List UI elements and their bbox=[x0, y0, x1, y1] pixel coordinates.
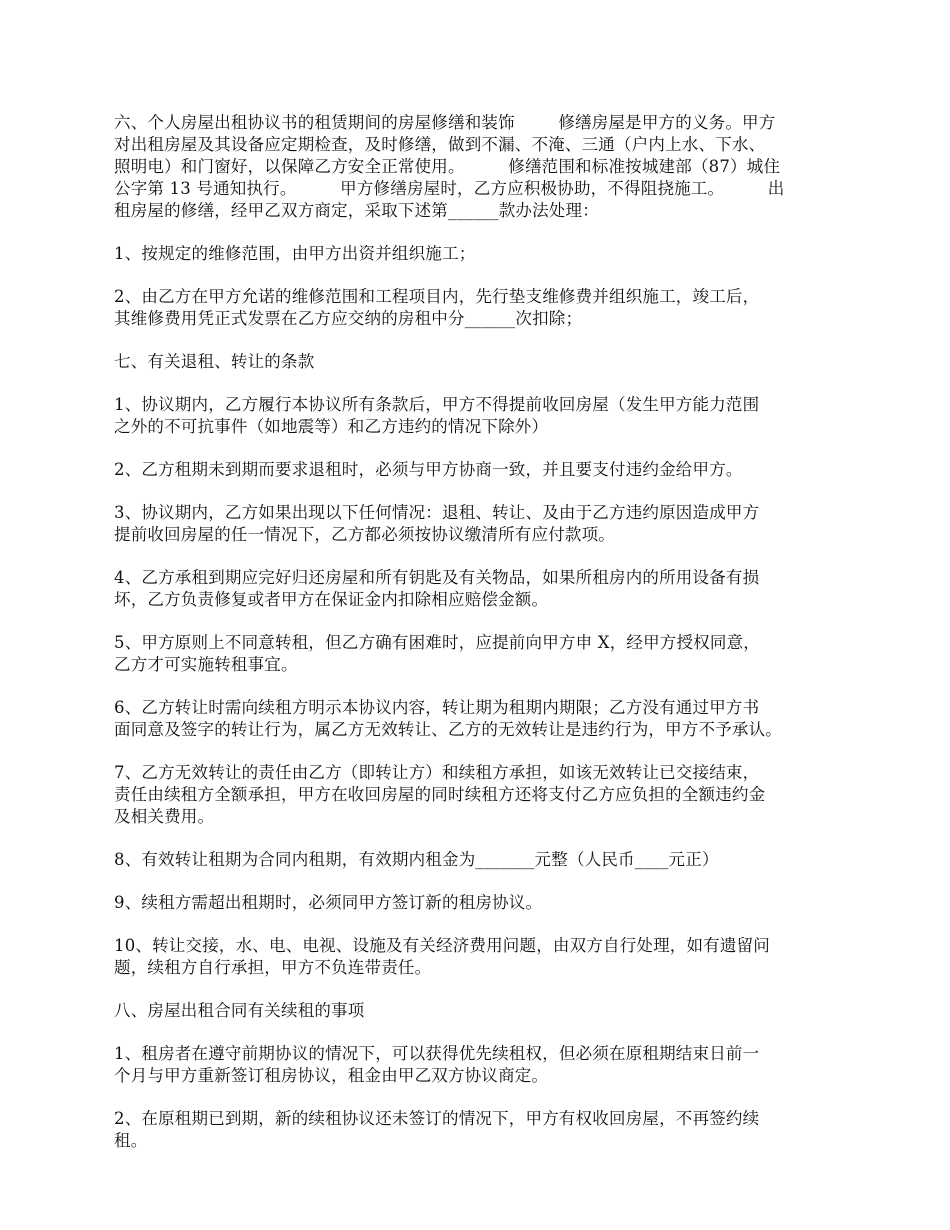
text-line: 其维修费用凭正式发票在乙方应交纳的房租中分______次扣除； bbox=[114, 309, 583, 328]
text-line: 租。 bbox=[114, 1131, 148, 1150]
text-line: 七、有关退租、转让的条款 bbox=[114, 352, 315, 371]
text-line: 2、由乙方在甲方允诺的维修范围和工程项目内，先行垫支维修费并组织施工，竣工后， bbox=[114, 287, 760, 306]
text-line: 1、按规定的维修范围，由甲方出资并组织施工； bbox=[114, 244, 476, 263]
document-body bbox=[114, 112, 850, 1173]
text-line: 2、乙方租期未到期而要求退租时，必须与甲方协商一致，并且要支付违约金给甲方。 bbox=[114, 460, 743, 479]
text-line: 2、在原租期已到期，新的续租协议还未签订的情况下，甲方有权收回房屋，不再签约续 bbox=[114, 1109, 760, 1128]
text-line: 租房屋的修缮，经甲乙双方商定，采取下述第______款办法处理： bbox=[114, 201, 599, 220]
paragraph bbox=[114, 286, 850, 330]
text-line: 题，续租方自行承担，甲方不负连带责任。 bbox=[114, 958, 432, 977]
text-line: 提前收回房屋的任一情况下，乙方都必须按协议缴清所有应付款项。 bbox=[114, 525, 615, 544]
paragraph bbox=[114, 567, 850, 611]
paragraph bbox=[114, 1000, 850, 1022]
paragraph bbox=[114, 762, 850, 828]
paragraph bbox=[114, 394, 850, 438]
paragraph bbox=[114, 243, 850, 265]
paragraph bbox=[114, 502, 850, 546]
text-line: 八、房屋出租合同有关续租的事项 bbox=[114, 1001, 365, 1020]
text-line: 4、乙方承租到期应完好归还房屋和所有钥匙及有关物品，如果所租房内的所用设备有损 bbox=[114, 568, 760, 587]
text-line: 六、个人房屋出租协议书的租赁期间的房屋修缮和装饰 修缮房屋是甲方的义务。甲方 bbox=[114, 113, 776, 132]
paragraph bbox=[114, 112, 850, 222]
paragraph bbox=[114, 697, 850, 741]
text-line: 9、续租方需超出租期时，必须同甲方签订新的租房协议。 bbox=[114, 893, 543, 912]
text-line: 照明电）和门窗好，以保障乙方安全正常使用。 修缮范围和标准按城建部（87）城住 bbox=[114, 157, 781, 176]
text-line: 乙方才可实施转租事宜。 bbox=[114, 655, 298, 674]
text-line: 7、乙方无效转让的责任由乙方（即转让方）和续租方承担，如该无效转让已交接结束， bbox=[114, 763, 760, 782]
paragraph bbox=[114, 849, 850, 871]
text-line: 公字第 13 号通知执行。 甲方修缮房屋时，乙方应积极协助，不得阻挠施工。 出 bbox=[114, 179, 785, 198]
text-line: 责任由续租方全额承担，甲方在收回房屋的同时续租方还将支付乙方应负担的全额违约金 bbox=[114, 785, 766, 804]
paragraph bbox=[114, 1108, 850, 1152]
paragraph bbox=[114, 892, 850, 914]
text-line: 个月与甲方重新签订租房协议，租金由甲乙双方协议商定。 bbox=[114, 1066, 549, 1085]
text-line: 之外的不可抗事件（如地震等）和乙方违约的情况下除外） bbox=[114, 417, 549, 436]
paragraph bbox=[114, 935, 850, 979]
text-line: 坏，乙方负责修复或者甲方在保证金内扣除相应赔偿金额。 bbox=[114, 590, 549, 609]
paragraph bbox=[114, 632, 850, 676]
text-line: 3、协议期内，乙方如果出现以下任何情况：退租、转让、及由于乙方违约原因造成甲方 bbox=[114, 503, 760, 522]
text-line: 10、转让交接，水、电、电视、设施及有关经济费用问题，由双方自行处理，如有遗留问 bbox=[114, 936, 770, 955]
text-line: 1、协议期内，乙方履行本协议所有条款后，甲方不得提前收回房屋（发生甲方能力范围 bbox=[114, 395, 760, 414]
text-line: 6、乙方转让时需向续租方明示本协议内容，转让期为租期内期限；乙方没有通过甲方书 bbox=[114, 698, 760, 717]
text-line: 对出租房屋及其设备应定期检查，及时修缮，做到不漏、不淹、三通（户内上水、下水、 bbox=[114, 135, 766, 154]
paragraph bbox=[114, 351, 850, 373]
paragraph bbox=[114, 459, 850, 481]
text-line: 及相关费用。 bbox=[114, 807, 215, 826]
text-line: 8、有效转让租期为合同内租期，有效期内租金为_______元整（人民币____元正） bbox=[114, 850, 719, 869]
text-line: 1、租房者在遵守前期协议的情况下，可以获得优先续租权，但必须在原租期结束日前一 bbox=[114, 1044, 760, 1063]
text-line: 5、甲方原则上不同意转租，但乙方确有困难时，应提前向甲方申 X，经甲方授权同意， bbox=[114, 633, 760, 652]
text-line: 面同意及签字的转让行为，属乙方无效转让、乙方的无效转让是违约行为，甲方不予承认。 bbox=[114, 720, 782, 739]
paragraph bbox=[114, 1043, 850, 1087]
